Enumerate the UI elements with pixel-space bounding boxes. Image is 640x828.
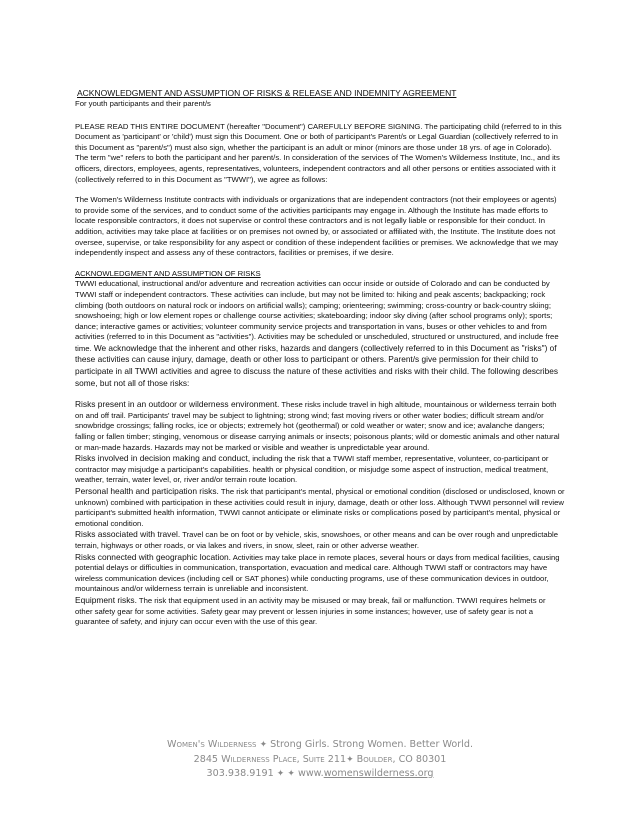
document-title: ACKNOWLEDGMENT AND ASSUMPTION OF RISKS & RELEASE AND INDEMNITY AGREEMENT (77, 88, 457, 98)
footer-line-address (0, 753, 640, 768)
star-separator-icon: ✦ (259, 740, 268, 750)
section-paragraph-part-b: We acknowledge that the inherent and other risks, hazards and dangers (collectively referred to in this Document as "risks") of these activities can cause injury, damage, death or other loss to participant or others. (75, 342, 557, 365)
footer-website[interactable] (298, 768, 433, 779)
star-separator-icon: ✦ (287, 769, 295, 779)
page-footer (0, 738, 640, 782)
risk-name: Risks present in an outdoor or wilderness environment. (75, 399, 280, 410)
intro-paragraph: PLEASE READ THIS ENTIRE DOCUMENT (hereafter "Document") CAREFULLY BEFORE SIGNING. The participating child (referred to in this Document as 'participant' or 'child') must sign this Document. One or both of participant's Parent/s or Legal Guardian (collectively referred to in this Document as "parent/s") must also sign, whether the participant is an adult or minor (minors are those under 18 yrs. of age in Colorado). The term "we" refers to both the participant and her parent/s. In consideration of the services of The Women's Wilderness Institute, Inc., and its officers, directors, employees, agents, representatives, volunteers, independent contractors and all other persons or entities associated with it (collectively referred to in this Document as "TWWI"), we agree as follows: (75, 121, 562, 184)
footer-address-street: 2845 Wilderness Place, Suite 211 (193, 753, 347, 765)
footer-line-tagline (0, 738, 640, 753)
risk-name: Risks associated with travel. (75, 529, 181, 540)
footer-phone: 303.938.9191 (206, 768, 274, 779)
risk-text: including the risk that a TWWI staff member, representative, volunteer, co-participant or contractor may misjudge a participant's capabilities. health or physical condition, or misjudge some aspect of instruction, medical treatment, weather, terrain, water level, or, river and/or terrain route location. (75, 454, 549, 485)
footer-address-city: Boulder, CO 80301 (356, 753, 447, 765)
risk-item (75, 399, 565, 453)
section-heading: ACKNOWLEDGMENT AND ASSUMPTION OF RISKS (75, 268, 261, 278)
risk-text: The risk that equipment used in an activity may be misused or may break, fail or malfunction. TWWI requires helmets or other safety gear for some activities. Safety gear may prevent or lessen injuries in some instances; however, use of safety gear is not a guarantee of safety, and injury can occur even with the use of this gear. (75, 595, 546, 627)
footer-website-link[interactable]: womenswilderness.org (323, 768, 434, 779)
risk-item (75, 552, 565, 595)
risk-name: Equipment risks. (75, 594, 137, 605)
risk-item (75, 529, 565, 551)
risk-name: Risks connected with geographic location. (75, 551, 231, 562)
risk-item (75, 486, 565, 529)
risk-text: Activities may take place in remote places, several hours or days from medical facilities, causing potential delays or difficulties in communication, transportation, evacuation and medical care. Although TWWI staff or contractors may have wireless communication devices (including cell or SAT phones) while conducting programs, use of these communication devices in outdoor, mountainous and/or wilderness terrain is unreliable and inconsistent. (75, 552, 560, 594)
risk-text: These risks include travel in high altitude, mountainous or wilderness terrain both on and off trail. Participants' travel may be subject to lightning; strong wind; fast moving rivers or other water bodies; difficult stream and/or snowbridge crossings; falling rocks, ice or objects; extremely hot (geothermal) or cold weather or water; snow and ice; avalanche dangers; falling or fallen timber; stinging, venomous or disease carrying animals or insects; poisonous plants; wild or domestic animals and other natural or man-made hazards. Hazards may not be marked or visible and weather is unpredictable year around. (75, 400, 560, 452)
footer-website-prefix: www. (297, 768, 324, 779)
section-paragraph-part-a: TWWI educational, instructional and/or adventure and recreation activities can occur inside or outside of Colorado and can be conducted by TWWI staff or independent contractors. These activities can include, but may not be limited to: hiking and peak ascents; backpacking; rock climbing (both outdoors on natural rock or indoors on artificial walls); camping; orienteering; swimming; cross-country or back-country skiing; snowshoeing; high or low element ropes or challenge course activities; skateboarding; indoor sky diving (after school programs only); sports; dance; interactive games or activities; volunteer community service projects and transportation in vans, buses or other vehicles to and from activities (referred to in this Document as "activities"). Activities may be scheduled or unscheduled, structured or unstructured, and include free time. (75, 279, 559, 353)
contractors-paragraph: The Women's Wilderness Institute contracts with individuals or organizations that are independent contractors (not their employees or agents) to provide some of the services, and to conduct some of the activities participants may engage in. Although the Institute has made efforts to locate responsible contractors, it does not supervise or control these contractors and is not legally liable or responsible for their conduct. In addition, activities may take place at facilities or on premises not owned by, or associated or affiliated with, the Institute. The Institute does not oversee, supervise, or take responsibility for any aspect or condition of these independent facilities or premises. We acknowledge that we may independently inspect and assess any of these contractors, facilities or premises, if we desire. (75, 195, 559, 258)
star-separator-icon: ✦ (346, 754, 354, 765)
risk-name: Risks involved in decision making and conduct, (75, 453, 251, 464)
risk-name: Personal health and participation risks. (75, 486, 219, 496)
document-body (75, 88, 565, 628)
footer-tagline: Strong Girls. Strong Women. Better World. (270, 739, 473, 750)
footer-org-name: Women's Wilderness (167, 739, 257, 750)
risk-item (75, 453, 565, 486)
section-paragraph-part-c: Parent/s give permission for their child to participate in all TWWI activities and agree to discuss the nature of these activities and risks with their child. The following describes some, but not all of those risks: (75, 354, 558, 388)
star-separator-icon: ✦ (276, 769, 285, 779)
footer-line-contact (0, 767, 640, 782)
risk-text: Travel can be on foot or by vehicle, skis, snowshoes, or other means and can be over rough and unpredictable terrain, highways or other roads, or via lakes and rivers, in snow, sleet, rain or other adverse weather. (75, 530, 558, 550)
section-paragraph (75, 279, 565, 389)
risk-item (75, 595, 565, 628)
risk-text: The risk that participant's mental, physical or emotional condition (disclosed or undisclosed, known or unknown) combined with participation in these activities could result in injury, damage, death or other loss. Although TWWI personnel will review participant's submitted health information, TWWI cannot anticipate or eliminate risks or complications posed by participant's mental, physical or emotional condition. (75, 487, 565, 528)
document-subtitle: For youth participants and their parent/s (75, 99, 211, 108)
